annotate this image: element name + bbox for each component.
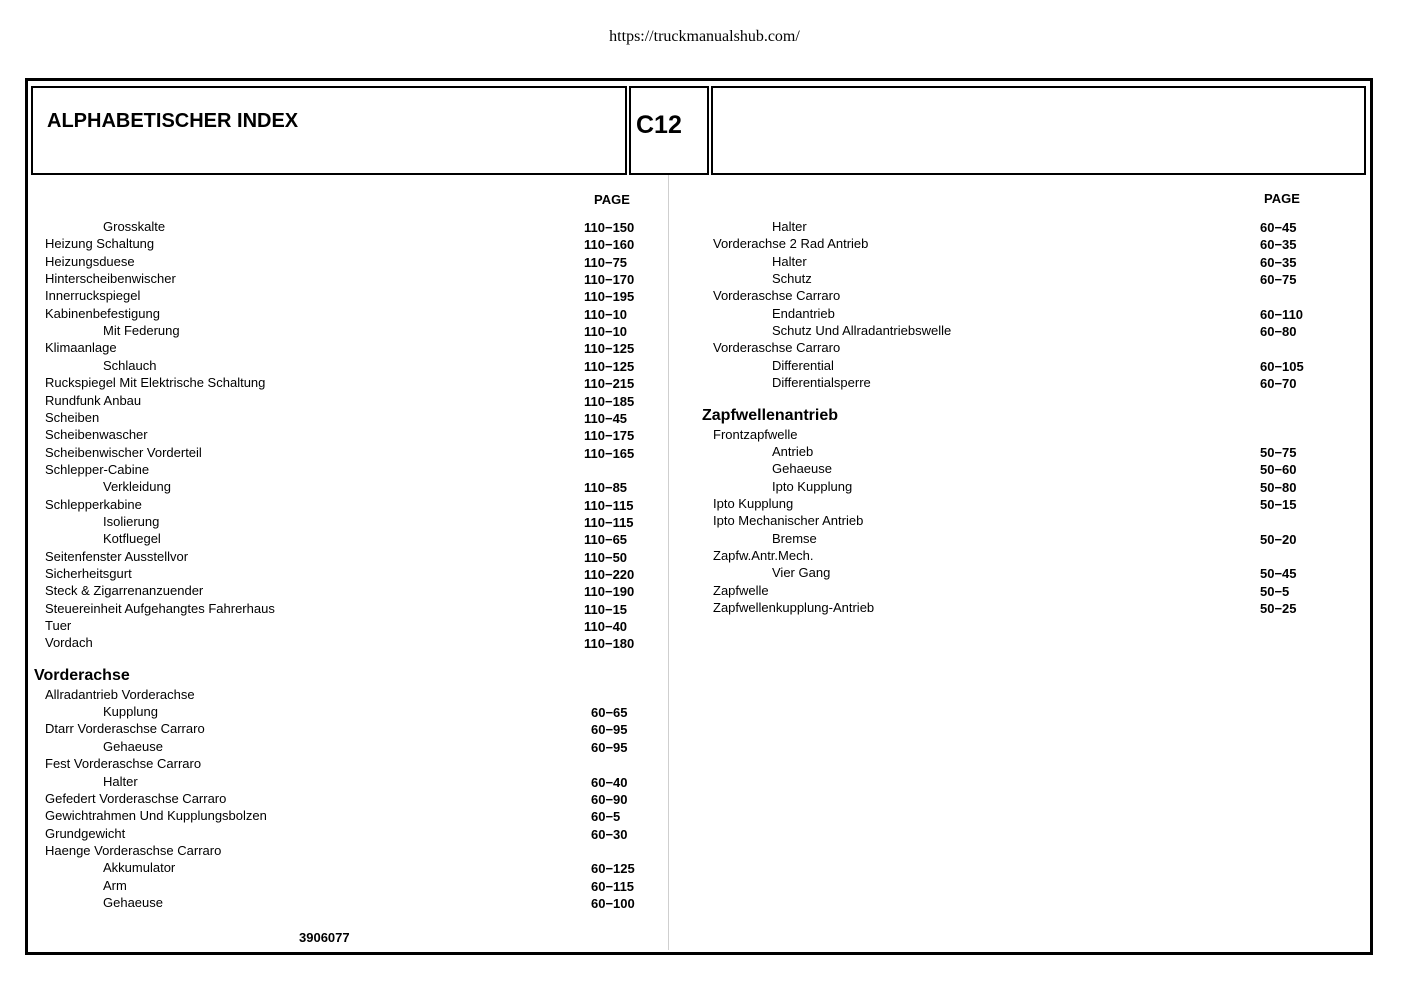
index-entry	[0, 495, 1409, 512]
document-number: 3906077	[299, 930, 350, 945]
index-entry	[0, 617, 1409, 634]
index-entry-label: Frontzapfwelle	[713, 427, 798, 442]
index-entry-page: 50−20	[1260, 532, 1297, 547]
index-entry-label: Allradantrieb Vorderachse	[45, 687, 195, 702]
index-entry-label: Vordach	[45, 635, 93, 650]
index-entry-label: Heizungsduese	[45, 254, 135, 269]
index-entry-page: 60−45	[1260, 220, 1297, 235]
index-entry-page: 110−125	[584, 341, 635, 356]
section-heading: Zapfwellenantrieb	[702, 407, 839, 424]
index-entry-label: Steuereinheit Aufgehangtes Fahrerhaus	[45, 601, 275, 616]
index-entry-label: Fest Vorderaschse Carraro	[45, 756, 202, 771]
index-entry-label: Zapfwellenkupplung-Antrieb	[713, 600, 875, 615]
index-entry-page: 60−105	[1260, 359, 1304, 374]
index-entry	[0, 270, 1409, 287]
index-entry	[0, 877, 1409, 894]
index-entry-page: 60−35	[1260, 237, 1297, 252]
index-entry	[0, 339, 1409, 356]
index-entry-page: 50−15	[1260, 497, 1297, 512]
index-entry-page: 60−100	[591, 896, 635, 911]
section-code: C12	[636, 111, 682, 139]
index-entry-label: Grundgewicht	[45, 826, 126, 841]
index-entry-label: Scheiben	[45, 410, 100, 425]
left-page-column-header: PAGE	[594, 192, 630, 207]
index-entry-page: 110−185	[584, 394, 635, 409]
index-entry-label: Gehaeuse	[103, 895, 163, 910]
index-entry-page: 110−45	[584, 411, 628, 426]
index-entry-page: 50−60	[1260, 462, 1297, 477]
index-entry-label: Scheibenwascher	[45, 427, 148, 442]
index-entry-page: 50−45	[1260, 566, 1297, 581]
index-entry-label: Schutz Und Allradantriebswelle	[772, 323, 952, 338]
index-entry-page: 50−25	[1260, 601, 1297, 616]
index-entry-page: 50−75	[1260, 445, 1297, 460]
index-entry-page: 110−220	[584, 567, 635, 582]
index-entry	[0, 738, 1409, 755]
index-entry-page: 110−10	[584, 324, 628, 339]
index-entry-page: 110−165	[584, 446, 635, 461]
index-entry-label: Differential	[772, 358, 834, 373]
index-entry-page: 110−85	[584, 480, 628, 495]
index-entry-label: Sicherheitsgurt	[45, 566, 132, 581]
index-entry-label: Vorderachse 2 Rad Antrieb	[713, 236, 869, 251]
index-entry-page: 110−65	[584, 532, 628, 547]
index-entry-page: 110−75	[584, 255, 628, 270]
index-entry-page: 60−5	[591, 809, 621, 824]
index-entry-label: Ipto Kupplung	[772, 479, 853, 494]
index-entry-label: Gehaeuse	[103, 739, 163, 754]
index-entry-label: Antrieb	[772, 444, 814, 459]
index-entry-label: Rundfunk Anbau	[45, 393, 142, 408]
index-entry-label: Vier Gang	[772, 565, 831, 580]
index-entry-label: Steck & Zigarrenanzuender	[45, 583, 204, 598]
index-entry-page: 110−115	[584, 515, 634, 530]
source-url[interactable]: https://truckmanualshub.com/	[609, 28, 800, 45]
index-entry	[0, 512, 1409, 529]
index-entry-label: Vorderaschse Carraro	[713, 340, 841, 355]
index-entry-label: Dtarr Vorderaschse Carraro	[45, 721, 205, 736]
index-entry-page: 110−15	[584, 602, 628, 617]
index-entry-label: Bremse	[772, 531, 817, 546]
index-entry-page: 60−75	[1260, 272, 1297, 287]
index-entry-label: Mit Federung	[103, 323, 180, 338]
index-entry	[0, 305, 1409, 322]
index-entry-label: Akkumulator	[103, 860, 176, 875]
index-entry-label: Schutz	[772, 271, 812, 286]
index-entry-label: Isolierung	[103, 514, 160, 529]
index-entry-label: Gewichtrahmen Und Kupplungsbolzen	[45, 808, 267, 823]
index-entry	[0, 634, 1409, 651]
index-entry-page: 50−5	[1260, 584, 1290, 599]
index-entry-label: Ipto Mechanischer Antrieb	[713, 513, 864, 528]
index-entry	[0, 460, 1409, 477]
index-entry-page: 60−65	[591, 705, 628, 720]
index-entry-page: 60−115	[591, 879, 635, 894]
index-entry-label: Halter	[772, 254, 807, 269]
index-entry-page: 60−125	[591, 861, 635, 876]
index-entry-label: Kotfluegel	[103, 531, 161, 546]
index-entry	[0, 426, 1409, 443]
index-entry-label: Halter	[772, 219, 807, 234]
index-entry-label: Verkleidung	[103, 479, 171, 494]
index-entry	[0, 530, 1409, 547]
index-entry-label: Scheibenwischer Vorderteil	[45, 445, 202, 460]
index-entry-label: Kabinenbefestigung	[45, 306, 160, 321]
index-entry	[0, 599, 1409, 616]
index-entry	[0, 842, 1409, 859]
index-entry	[0, 547, 1409, 564]
index-entry	[0, 686, 1409, 703]
index-entry-label: Halter	[103, 774, 138, 789]
index-entry	[0, 253, 1409, 270]
index-entry	[0, 755, 1409, 772]
index-entry	[0, 703, 1409, 720]
page-title: ALPHABETISCHER INDEX	[47, 110, 299, 132]
index-entry-page: 60−70	[1260, 376, 1297, 391]
index-entry-page: 110−125	[584, 359, 635, 374]
index-entry-label: Schlepperkabine	[45, 497, 142, 512]
index-entry	[0, 478, 1409, 495]
index-entry-page: 110−215	[584, 376, 635, 391]
index-entry-label: Heizung Schaltung	[45, 236, 155, 251]
index-entry	[0, 582, 1409, 599]
index-entry-label: Zapfw.Antr.Mech.	[713, 548, 814, 563]
index-entry	[0, 894, 1409, 911]
index-entry	[0, 790, 1409, 807]
index-entry-label: Seitenfenster Ausstellvor	[45, 549, 189, 564]
index-entry-page: 60−30	[591, 827, 628, 842]
index-entry-label: Differentialsperre	[772, 375, 871, 390]
index-entry	[0, 218, 1409, 235]
index-entry	[0, 235, 1409, 252]
index-entry	[0, 720, 1409, 737]
index-entry-label: Klimaanlage	[45, 340, 117, 355]
index-entry-page: 60−95	[591, 722, 628, 737]
index-entry-label: Arm	[103, 878, 127, 893]
index-entry-page: 110−115	[584, 498, 634, 513]
index-entry-label: Zapfwelle	[713, 583, 769, 598]
index-entry-label: Vorderaschse Carraro	[713, 288, 841, 303]
index-entry-page: 60−95	[591, 740, 628, 755]
index-entry-page: 110−150	[584, 220, 635, 235]
index-entry-page: 50−80	[1260, 480, 1297, 495]
index-entry	[0, 443, 1409, 460]
index-entry	[0, 374, 1409, 391]
right-page-column-header: PAGE	[1264, 191, 1300, 206]
index-entry-page: 60−90	[591, 792, 628, 807]
index-entry-label: Schlepper-Cabine	[45, 462, 150, 477]
index-entry-label: Grosskalte	[103, 219, 166, 234]
index-entry-label: Endantrieb	[772, 306, 835, 321]
index-entry-label: Gehaeuse	[772, 461, 832, 476]
section-heading: Vorderachse	[34, 667, 130, 684]
index-entry-label: Haenge Vorderaschse Carraro	[45, 843, 222, 858]
index-entry-page: 110−160	[584, 237, 635, 252]
index-entry-page: 110−50	[584, 550, 628, 565]
index-entry-label: Ipto Kupplung	[713, 496, 794, 511]
index-entry	[0, 564, 1409, 581]
index-entry-page: 110−180	[584, 636, 635, 651]
index-entry-page: 110−195	[584, 289, 635, 304]
index-entry	[0, 357, 1409, 374]
index-entry-page: 60−80	[1260, 324, 1297, 339]
index-entry	[0, 807, 1409, 824]
header-blank-box	[711, 86, 1366, 175]
index-entry-label: Gefedert Vorderaschse Carraro	[45, 791, 227, 806]
index-entry-label: Ruckspiegel Mit Elektrische Schaltung	[45, 375, 266, 390]
index-entry-page: 110−175	[584, 428, 635, 443]
index-entry	[0, 322, 1409, 339]
index-entry	[0, 287, 1409, 304]
index-entry-page: 60−35	[1260, 255, 1297, 270]
index-entry-page: 110−10	[584, 307, 628, 322]
index-entry-page: 110−170	[584, 272, 635, 287]
index-entry-page: 60−110	[1260, 307, 1304, 322]
index-entry-label: Schlauch	[103, 358, 157, 373]
index-entry	[0, 773, 1409, 790]
index-entry-label: Tuer	[45, 618, 72, 633]
index-entry	[0, 859, 1409, 876]
index-entry	[0, 825, 1409, 842]
index-entry-label: Innerruckspiegel	[45, 288, 141, 303]
index-entry-page: 110−40	[584, 619, 628, 634]
index-entry-label: Kupplung	[103, 704, 158, 719]
index-entry-label: Hinterscheibenwischer	[45, 271, 176, 286]
index-entry-page: 110−190	[584, 584, 635, 599]
index-entry-page: 60−40	[591, 775, 628, 790]
